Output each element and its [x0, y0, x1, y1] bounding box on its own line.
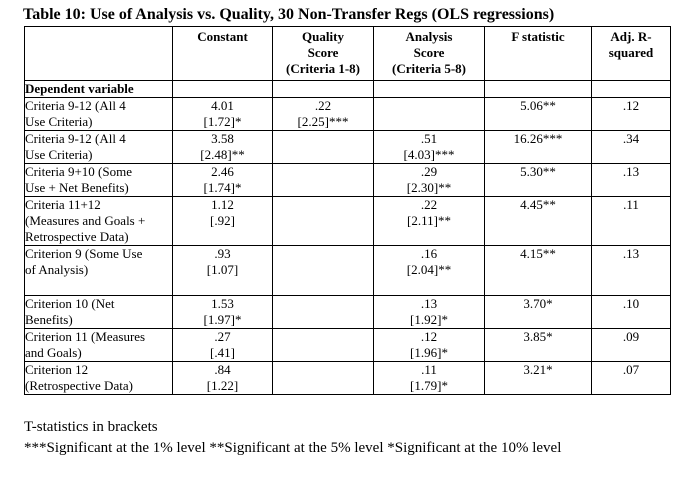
constant-cell [173, 296, 273, 329]
header-adjr-line: squared [608, 45, 654, 60]
analysis-score-cell [374, 131, 485, 164]
header-row [25, 27, 671, 81]
dependent-variable-cell-line: (Retrospective Data) [25, 378, 133, 393]
header-quality-line: Score [307, 45, 339, 60]
constant-cell-line: .27 [214, 329, 231, 344]
constant-cell-line: [1.22] [206, 378, 239, 393]
dependent-variable-cell-line: Criteria 11+12 [25, 197, 101, 212]
table-row [25, 164, 671, 197]
dependent-variable-cell [25, 296, 173, 329]
dependent-variable-cell-line: Criterion 10 (Net [25, 296, 115, 311]
analysis-score-cell-line: .11 [421, 362, 437, 377]
dependent-variable-cell-line: Use + Net Benefits) [25, 180, 129, 195]
constant-cell-line: [1.97]* [203, 312, 242, 327]
constant-cell-line: [1.07] [206, 262, 239, 277]
dependent-variable-cell-line: Criterion 12 [25, 362, 89, 377]
quality-score-cell [273, 164, 374, 197]
f-statistic-cell: 4.15** [485, 246, 592, 296]
analysis-score-cell [374, 296, 485, 329]
dependent-variable-cell-line: Criteria 9-12 (All 4 [25, 98, 126, 113]
table-row [25, 131, 671, 164]
empty-cell [592, 81, 671, 98]
quality-score-cell [273, 296, 374, 329]
f-statistic-cell: 5.06** [485, 98, 592, 131]
dependent-variable-cell [25, 98, 173, 131]
analysis-score-cell [374, 246, 485, 296]
analysis-score-cell [374, 362, 485, 395]
analysis-score-cell-line: .16 [420, 246, 438, 261]
analysis-score-cell-line: [1.79]* [410, 378, 448, 393]
dependent-variable-cell-line: Retrospective Data) [25, 229, 129, 244]
constant-cell-line: .84 [214, 362, 231, 377]
footnote-tstat: T-statistics in brackets [24, 419, 158, 435]
constant-cell-line: 2.46 [211, 164, 234, 179]
empty-cell [485, 81, 592, 98]
dependent-variable-cell-line: of Analysis) [25, 262, 89, 277]
adj-r-squared-cell: .07 [592, 362, 671, 395]
header-quality-line: Quality [302, 29, 344, 44]
dependent-variable-label: Dependent variable [25, 81, 173, 98]
dependent-variable-cell [25, 329, 173, 362]
f-statistic-cell: 4.45** [485, 197, 592, 246]
constant-cell-line: [1.72]* [203, 114, 242, 129]
constant-cell [173, 362, 273, 395]
dependent-variable-cell [25, 164, 173, 197]
dependent-variable-cell [25, 246, 173, 296]
dependent-variable-cell-line: Benefits) [25, 312, 73, 327]
quality-score-cell [273, 131, 374, 164]
analysis-score-cell [374, 329, 485, 362]
header-adj-r-squared [592, 27, 671, 81]
f-statistic-cell: 3.85* [485, 329, 592, 362]
empty-cell [173, 81, 273, 98]
constant-cell-line: 1.53 [211, 296, 234, 311]
table-row [25, 296, 671, 329]
analysis-score-cell-line: [1.92]* [410, 312, 448, 327]
dependent-variable-cell [25, 362, 173, 395]
analysis-score-cell-line: .13 [420, 296, 438, 311]
constant-cell [173, 131, 273, 164]
header-quality-line: (Criteria 1-8) [286, 61, 360, 76]
table-title: Table 10: Use of Analysis vs. Quality, 30 Non-Transfer Regs (OLS regressions) [23, 6, 555, 23]
constant-cell [173, 197, 273, 246]
adj-r-squared-cell: .11 [592, 197, 671, 246]
regression-table [24, 26, 671, 395]
analysis-score-cell-line: [2.11]** [407, 213, 451, 228]
dependent-variable-cell-line: (Measures and Goals + [25, 213, 146, 228]
f-statistic-cell: 16.26*** [485, 131, 592, 164]
header-quality-score [273, 27, 374, 81]
constant-cell [173, 98, 273, 131]
analysis-score-cell-line: .51 [420, 131, 438, 146]
constant-cell [173, 164, 273, 197]
analysis-score-cell [374, 98, 485, 131]
dependent-variable-cell-line: Use Criteria) [25, 147, 93, 162]
constant-cell-line: [.92] [210, 213, 235, 228]
table-row [25, 329, 671, 362]
analysis-score-cell-line: .29 [420, 164, 438, 179]
dependent-variable-cell-line: and Goals) [25, 345, 82, 360]
header-analysis-line: (Criteria 5-8) [392, 61, 466, 76]
table-row [25, 197, 671, 246]
f-statistic-cell: 3.21* [485, 362, 592, 395]
constant-cell-line: 3.58 [211, 131, 234, 146]
quality-score-cell [273, 362, 374, 395]
constant-cell [173, 246, 273, 296]
constant-cell-line: 4.01 [211, 98, 234, 113]
header-analysis-line: Score [413, 45, 445, 60]
constant-cell-line: .93 [214, 246, 231, 261]
dependent-variable-cell-line: Criteria 9+10 (Some [25, 164, 132, 179]
quality-score-cell [273, 329, 374, 362]
analysis-score-cell-line: .22 [420, 197, 438, 212]
table-row [25, 362, 671, 395]
constant-cell-line: [2.48]** [200, 147, 245, 162]
table-row [25, 246, 671, 296]
adj-r-squared-cell: .13 [592, 164, 671, 197]
dependent-variable-row [25, 81, 671, 98]
constant-cell-line: 1.12 [211, 197, 234, 212]
analysis-score-cell-line: .12 [420, 329, 438, 344]
f-statistic-cell: 5.30** [485, 164, 592, 197]
quality-score-cell [273, 246, 374, 296]
dependent-variable-cell-line: Criterion 9 (Some Use [25, 246, 143, 261]
constant-cell [173, 329, 273, 362]
analysis-score-cell [374, 164, 485, 197]
quality-score-cell-line: .22 [314, 98, 332, 113]
footnote-significance: ***Significant at the 1% level **Significant at the 5% level *Significant at the 10% level [24, 440, 562, 456]
adj-r-squared-cell: .10 [592, 296, 671, 329]
constant-cell-line: [.41] [210, 345, 235, 360]
analysis-score-cell-line: [1.96]* [410, 345, 448, 360]
quality-score-cell [273, 98, 374, 131]
header-f-statistic: F statistic [485, 27, 592, 81]
dependent-variable-cell [25, 131, 173, 164]
f-statistic-cell: 3.70* [485, 296, 592, 329]
constant-cell-line: [1.74]* [203, 180, 242, 195]
dependent-variable-cell-line: Criteria 9-12 (All 4 [25, 131, 126, 146]
dependent-variable-cell [25, 197, 173, 246]
header-blank [25, 27, 173, 81]
header-adjr-line: Adj. R- [610, 29, 652, 44]
adj-r-squared-cell: .34 [592, 131, 671, 164]
table-row [25, 98, 671, 131]
analysis-score-cell [374, 197, 485, 246]
header-constant: Constant [173, 27, 273, 81]
analysis-score-cell-line: [2.04]** [406, 262, 452, 277]
header-analysis-line: Analysis [405, 29, 453, 44]
analysis-score-cell-line: [4.03]*** [403, 147, 455, 162]
adj-r-squared-cell: .13 [592, 246, 671, 296]
dependent-variable-cell-line: Criterion 11 (Measures [25, 329, 146, 344]
header-analysis-score [374, 27, 485, 81]
adj-r-squared-cell: .12 [592, 98, 671, 131]
analysis-score-cell-line: [2.30]** [406, 180, 452, 195]
quality-score-cell-line: [2.25]*** [297, 114, 349, 129]
dependent-variable-cell-line: Use Criteria) [25, 114, 93, 129]
empty-cell [273, 81, 374, 98]
adj-r-squared-cell: .09 [592, 329, 671, 362]
empty-cell [374, 81, 485, 98]
quality-score-cell [273, 197, 374, 246]
